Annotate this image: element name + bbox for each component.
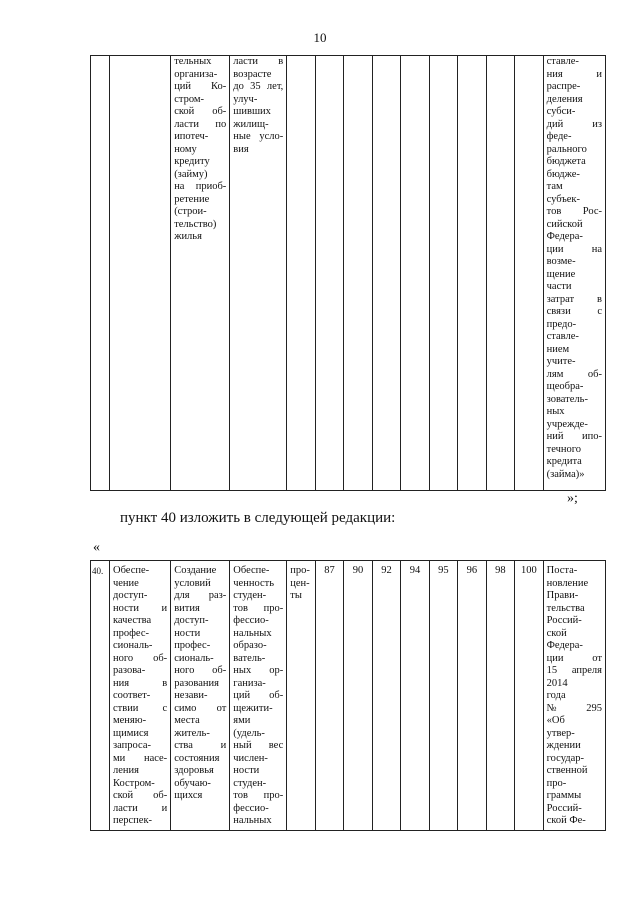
text-line: ного об- <box>174 665 227 676</box>
text-line: новление <box>546 577 589 589</box>
text-line: ственной <box>546 765 588 776</box>
cell-value: 90 <box>344 561 372 831</box>
text-line: граммы <box>546 790 582 801</box>
text-line: тельства <box>546 602 585 614</box>
cell-indicator <box>230 56 287 491</box>
cell-value <box>486 56 514 491</box>
text-line: ции на <box>546 243 602 255</box>
text-line: феде- <box>546 131 572 142</box>
text-line: ному <box>174 143 197 155</box>
text-line: стром- <box>174 93 205 105</box>
text-line: тов про- <box>233 602 284 614</box>
cell-value: 94 <box>401 561 429 831</box>
text-line: симо от <box>174 702 227 714</box>
cell-task <box>171 561 230 831</box>
text-line: образо- <box>233 640 267 651</box>
text-line: для раз- <box>174 590 227 601</box>
table-continued <box>90 55 606 491</box>
opening-quote: « <box>93 540 100 555</box>
text-line: запроса- <box>112 740 151 751</box>
text-line: фессио- <box>233 802 269 814</box>
cell-source-text <box>547 56 602 481</box>
text-line: ганиза- <box>233 677 266 689</box>
text-line: фессио- <box>233 615 269 626</box>
text-line: щихся <box>174 790 203 801</box>
cell-task-text <box>174 56 226 244</box>
text-line: деления <box>546 93 583 105</box>
text-line: ской Фе- <box>546 815 586 826</box>
text-line: щеобра- <box>546 381 584 392</box>
text-line: шивших <box>233 106 271 117</box>
text-line: «Об <box>546 715 565 726</box>
text-line: ями <box>233 715 251 726</box>
text-line: затрат в <box>546 293 602 305</box>
text-line: ности <box>233 765 260 776</box>
text-line: организа- <box>174 68 218 80</box>
cell-unit-text <box>290 565 311 603</box>
cell-source-text <box>547 565 602 828</box>
text-line: ласти и <box>112 802 168 814</box>
text-line: нальных <box>233 627 272 639</box>
text-line: про- <box>546 777 567 789</box>
text-line: ми насе- <box>112 752 168 764</box>
text-line: щежити- <box>233 702 273 714</box>
cell-goal-text <box>113 565 167 828</box>
text-line: (займа)» <box>546 468 585 480</box>
cell-indicator-text <box>233 56 283 156</box>
text-line: ности и <box>112 602 168 614</box>
text-line: тельных <box>174 56 212 67</box>
cell-goal <box>109 561 170 831</box>
text-line: доступ- <box>174 615 209 626</box>
text-line: улуч- <box>233 93 258 105</box>
page-number: 10 <box>313 30 327 45</box>
text-line: утвер- <box>546 727 575 739</box>
text-line: ных <box>546 406 565 417</box>
table-row <box>91 561 606 831</box>
text-line: ности <box>174 627 201 639</box>
text-line: субси- <box>546 106 576 117</box>
text-line: качества <box>112 615 152 626</box>
text-line: обучаю- <box>174 777 211 789</box>
text-line: 2014 <box>546 677 568 689</box>
text-line: течного <box>546 443 582 455</box>
text-line: ченность <box>233 577 275 589</box>
text-line: предо- <box>546 318 577 330</box>
cell-number <box>91 56 110 491</box>
cell-value: 100 <box>515 561 543 831</box>
text-line: ства и <box>174 740 227 751</box>
text-line: щимися <box>112 727 149 739</box>
text-line: здоровья <box>174 765 214 776</box>
text-line: профес- <box>174 640 211 651</box>
text-line: ставле- <box>546 56 579 67</box>
text-line: 15 апреля <box>546 665 602 676</box>
text-line: учрежде- <box>546 418 588 430</box>
text-line: Россий- <box>546 615 582 626</box>
cell-value <box>401 56 429 491</box>
cell-indicator <box>230 561 287 831</box>
text-line: № 295 <box>546 702 602 714</box>
cell-value <box>429 56 457 491</box>
text-line: ретение <box>174 193 210 205</box>
text-line: чение <box>112 577 139 589</box>
cell-unit <box>287 56 315 491</box>
text-line: Костром- <box>112 777 155 789</box>
text-line: ный вес <box>233 740 284 751</box>
cell-value: 92 <box>372 561 400 831</box>
text-line: ции от <box>546 652 602 664</box>
text-line: щение <box>546 268 576 280</box>
cell-value <box>372 56 400 491</box>
cell-value: 87 <box>315 561 343 831</box>
text-line: разова- <box>112 665 146 676</box>
text-line: доступ- <box>112 590 148 601</box>
text-line: ставле- <box>546 331 579 342</box>
text-line: там <box>546 181 563 192</box>
text-line: государ- <box>546 752 585 764</box>
cell-number: 40. <box>91 561 110 831</box>
cell-indicator-text <box>233 565 283 828</box>
text-line: перспек- <box>112 815 153 826</box>
text-line: бюджета <box>546 156 586 167</box>
text-line: кредиту <box>174 156 210 167</box>
text-line: ного об- <box>112 652 168 664</box>
text-line: вия <box>233 143 249 155</box>
text-line: сиональ- <box>174 652 214 664</box>
cell-goal <box>109 56 170 491</box>
text-line: вития <box>174 602 200 614</box>
table-row <box>91 56 606 491</box>
text-line: нием <box>546 343 570 355</box>
text-line: сийской <box>546 218 583 230</box>
text-line: Обеспе- <box>112 565 150 576</box>
text-line: условий <box>174 577 211 589</box>
text-line: (строи- <box>174 206 207 217</box>
text-line: тов про- <box>233 790 284 801</box>
text-line: связи с <box>546 306 602 317</box>
text-line: ций об- <box>233 690 284 701</box>
cell-source <box>543 561 605 831</box>
text-line: ления <box>112 765 139 776</box>
text-line: ипотеч- <box>174 131 209 142</box>
cell-value <box>515 56 543 491</box>
text-line: нальных <box>233 815 272 826</box>
text-line: про- <box>290 565 310 576</box>
text-line: рального <box>546 143 587 155</box>
text-line: соответ- <box>112 690 151 701</box>
text-line: цен- <box>290 577 310 589</box>
text-line: ждении <box>546 740 581 751</box>
text-line: ций Ко- <box>174 81 227 92</box>
text-line: жилья <box>174 231 202 242</box>
cell-task-text <box>174 565 226 803</box>
text-line: Создание <box>174 565 217 576</box>
text-line: студен- <box>233 777 267 789</box>
text-line: зователь- <box>546 393 588 405</box>
text-line: Прави- <box>546 590 579 601</box>
text-line: возме- <box>546 256 576 267</box>
text-line: незави- <box>174 690 208 701</box>
text-line: года <box>546 690 566 701</box>
text-line: числен- <box>233 752 268 764</box>
cell-source <box>543 56 605 491</box>
text-line: профес- <box>112 627 149 639</box>
text-line: ласти в <box>233 56 284 67</box>
text-line: (удель- <box>233 727 265 739</box>
text-line: учите- <box>546 356 576 367</box>
cell-value: 95 <box>429 561 457 831</box>
text-line: житель- <box>174 727 210 739</box>
text-line: Федера- <box>546 640 583 651</box>
cell-value <box>315 56 343 491</box>
text-line: распре- <box>546 81 581 92</box>
text-line: Федера- <box>546 231 583 242</box>
text-line: Россий- <box>546 802 582 814</box>
cell-value: 98 <box>486 561 514 831</box>
text-line: ствии с <box>112 702 168 714</box>
text-line: ных ор- <box>233 665 284 676</box>
text-line: Поста- <box>546 565 578 576</box>
text-line: ватель- <box>233 652 266 664</box>
text-line: части <box>546 281 572 292</box>
text-line: ласти по <box>174 118 227 130</box>
text-line: тов Рос- <box>546 206 602 217</box>
text-line: студен- <box>233 590 267 601</box>
text-line: субъек- <box>546 193 581 205</box>
text-line: ской <box>546 627 567 639</box>
text-line: ния и <box>546 68 602 80</box>
text-line: ской об- <box>174 106 227 117</box>
cell-value <box>458 56 486 491</box>
text-line: ты <box>290 590 302 601</box>
text-line: до 35 лет, <box>233 81 284 92</box>
closing-quote: »; <box>567 491 578 506</box>
text-line: ний ипо- <box>546 431 602 442</box>
text-line: Обеспе- <box>233 565 270 576</box>
text-line: возрасте <box>233 68 272 80</box>
text-line: тельство) <box>174 218 217 230</box>
amendment-instruction: пункт 40 изложить в следующей редакции: <box>120 510 396 526</box>
cell-unit <box>287 561 315 831</box>
cell-value <box>344 56 372 491</box>
text-line: на приоб- <box>174 181 227 192</box>
text-line: бюдже- <box>546 168 580 180</box>
text-line: кредита <box>546 456 582 467</box>
cell-task <box>171 56 230 491</box>
text-line: ния в <box>112 677 168 689</box>
text-line: дий из <box>546 118 602 130</box>
text-line: меняю- <box>112 715 147 726</box>
cell-value: 96 <box>458 561 486 831</box>
text-line: состояния <box>174 752 220 764</box>
text-line: ные усло- <box>233 131 284 142</box>
text-line: (займу) <box>174 168 208 180</box>
text-line: жилищ- <box>233 118 269 130</box>
text-line: лям об- <box>546 368 602 380</box>
table-item-40 <box>90 560 606 831</box>
text-line: разования <box>174 677 219 689</box>
text-line: места <box>174 715 200 726</box>
text-line: ской об- <box>112 790 168 801</box>
text-line: сиональ- <box>112 640 153 651</box>
